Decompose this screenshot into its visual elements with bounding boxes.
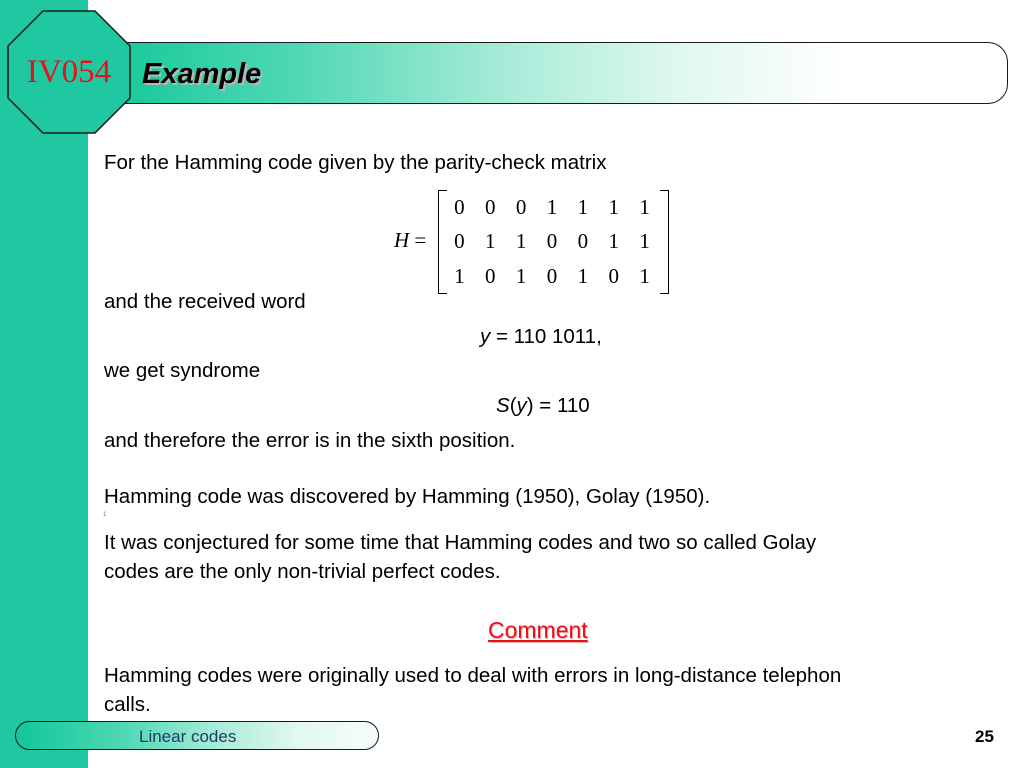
syndrome-intro-text: we get syndrome [104,359,261,382]
comment-line-1: Hamming codes were originally used to deal with errors in long-distance telephon [104,664,842,687]
matrix-cell: 0 [454,194,465,219]
footer-label: Linear codes [139,727,237,746]
matrix-cell: 1 [577,194,589,219]
conjecture-line-1: It was conjectured for some time that Hamming codes and two so called Golay [104,531,817,554]
matrix-cell: 1 [485,229,496,254]
slide-title: Example [142,58,262,90]
matrix-cell: 1 [577,264,589,289]
page-number: 25 [975,727,994,746]
matrix-cell: 0 [485,194,496,219]
syndrome-value: ) = 110 [526,394,590,417]
conjecture-line-2: codes are the only non-trivial perfect codes. [104,560,501,583]
matrix-cell: 1 [608,229,619,254]
matrix-right-bracket [660,190,669,294]
matrix-label [394,228,426,253]
matrix-cell: 1 [608,194,619,219]
comment-heading: Comment [488,617,588,643]
matrix-cell: 1 [639,229,650,254]
matrix-cell: 0 [546,264,558,289]
matrix-cell: 0 [577,229,589,254]
matrix-cell: 0 [485,264,496,289]
syndrome-func: S [496,394,510,417]
matrix-cell: 1 [639,194,650,219]
matrix-equals-sign: = [414,228,427,252]
parity-check-matrix [394,190,684,294]
matrix-grid [444,190,660,294]
received-value: = 110 1011, [490,325,602,348]
received-word-equation [480,324,602,350]
matrix-cell: 0 [515,194,527,219]
matrix-cell: 0 [608,264,619,289]
comment-line-2: calls. [104,693,151,716]
history-text: Hamming code was discovered by Hamming (1950), Golay (1950). [104,485,711,508]
tiny-mark: 1 [103,512,107,518]
received-var: y [480,325,491,348]
intro-text: For the Hamming code given by the parity-check matrix [104,151,607,174]
syndrome-equation [496,393,590,419]
conclusion-text: and therefore the error is in the sixth position. [104,429,516,452]
matrix-cell: 1 [454,264,465,289]
matrix-cell: 0 [454,229,465,254]
received-intro-text: and the received word [104,290,306,313]
matrix-cell: 1 [639,264,650,289]
matrix-symbol: H [394,228,410,252]
matrix-cell: 0 [546,229,558,254]
course-code: IV054 [26,54,112,90]
matrix-cell: 1 [515,229,527,254]
syndrome-var: y [516,394,527,417]
matrix-cell: 1 [515,264,527,289]
syndrome-open-paren: ( [509,394,517,417]
matrix-cell: 1 [546,194,558,219]
